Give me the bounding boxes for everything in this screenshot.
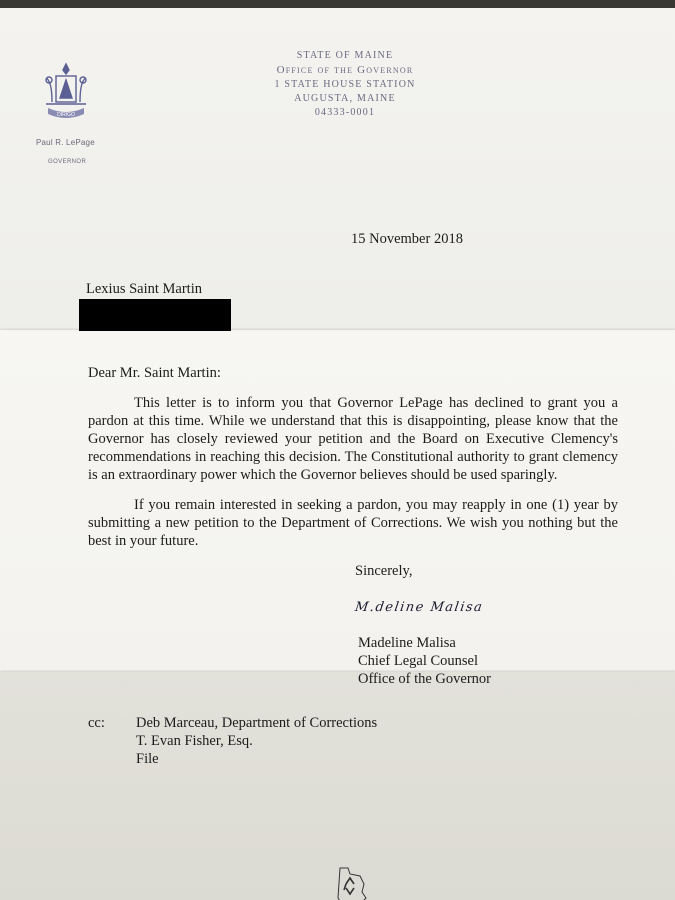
- handwritten-signature: M.deline Malisa: [353, 600, 485, 615]
- recycle-maine-icon: [330, 866, 370, 900]
- recipient-name: Lexius Saint Martin: [86, 281, 202, 297]
- governor-name: Paul R. LePage: [36, 138, 95, 147]
- closing: Sincerely,: [355, 563, 413, 579]
- letterhead-zip: 04333-0001: [314, 107, 376, 118]
- cc-recipient: Deb Marceau, Department of Corrections: [136, 715, 378, 731]
- body-paragraph-2: If you remain interested in seeking a pardon, you may reapply in one (1) year by submitting a new petition to the Department of Corrections. We wish you nothing but the best in your future.: [88, 497, 618, 549]
- letterhead-state: STATE OF MAINE: [296, 50, 394, 61]
- letterhead-city: AUGUSTA, MAINE: [294, 93, 396, 104]
- signer-name: Madeline Malisa: [358, 635, 456, 651]
- cc-label: cc:: [88, 715, 105, 731]
- signer-office: Office of the Governor: [358, 671, 491, 687]
- letterhead-address: 1 STATE HOUSE STATION: [274, 79, 416, 90]
- svg-text:DIRIGO: DIRIGO: [57, 112, 75, 118]
- redacted-address: [79, 299, 231, 331]
- letter-date: 15 November 2018: [351, 231, 463, 247]
- salutation: Dear Mr. Saint Martin:: [88, 365, 221, 381]
- state-seal-icon: [40, 60, 92, 124]
- signer-title: Chief Legal Counsel: [358, 653, 479, 669]
- letter-page: [0, 8, 675, 900]
- cc-recipient: File: [136, 751, 159, 767]
- body-paragraph-1: This letter is to inform you that Governor LePage has declined to grant you a pardon at this time. While we understand that this is disappointing, please know that the Governor has closely reviewed your petition and the Board on Executive Clemency's recommendations in reaching this decision. The Constitutional authority to grant clemency is an extraordinary power which the Governor believes should be used sparingly.: [88, 395, 618, 483]
- governor-title: GOVERNOR: [48, 159, 87, 165]
- letterhead-office: Office of the Governor: [276, 64, 414, 76]
- cc-recipient: T. Evan Fisher, Esq.: [136, 733, 253, 749]
